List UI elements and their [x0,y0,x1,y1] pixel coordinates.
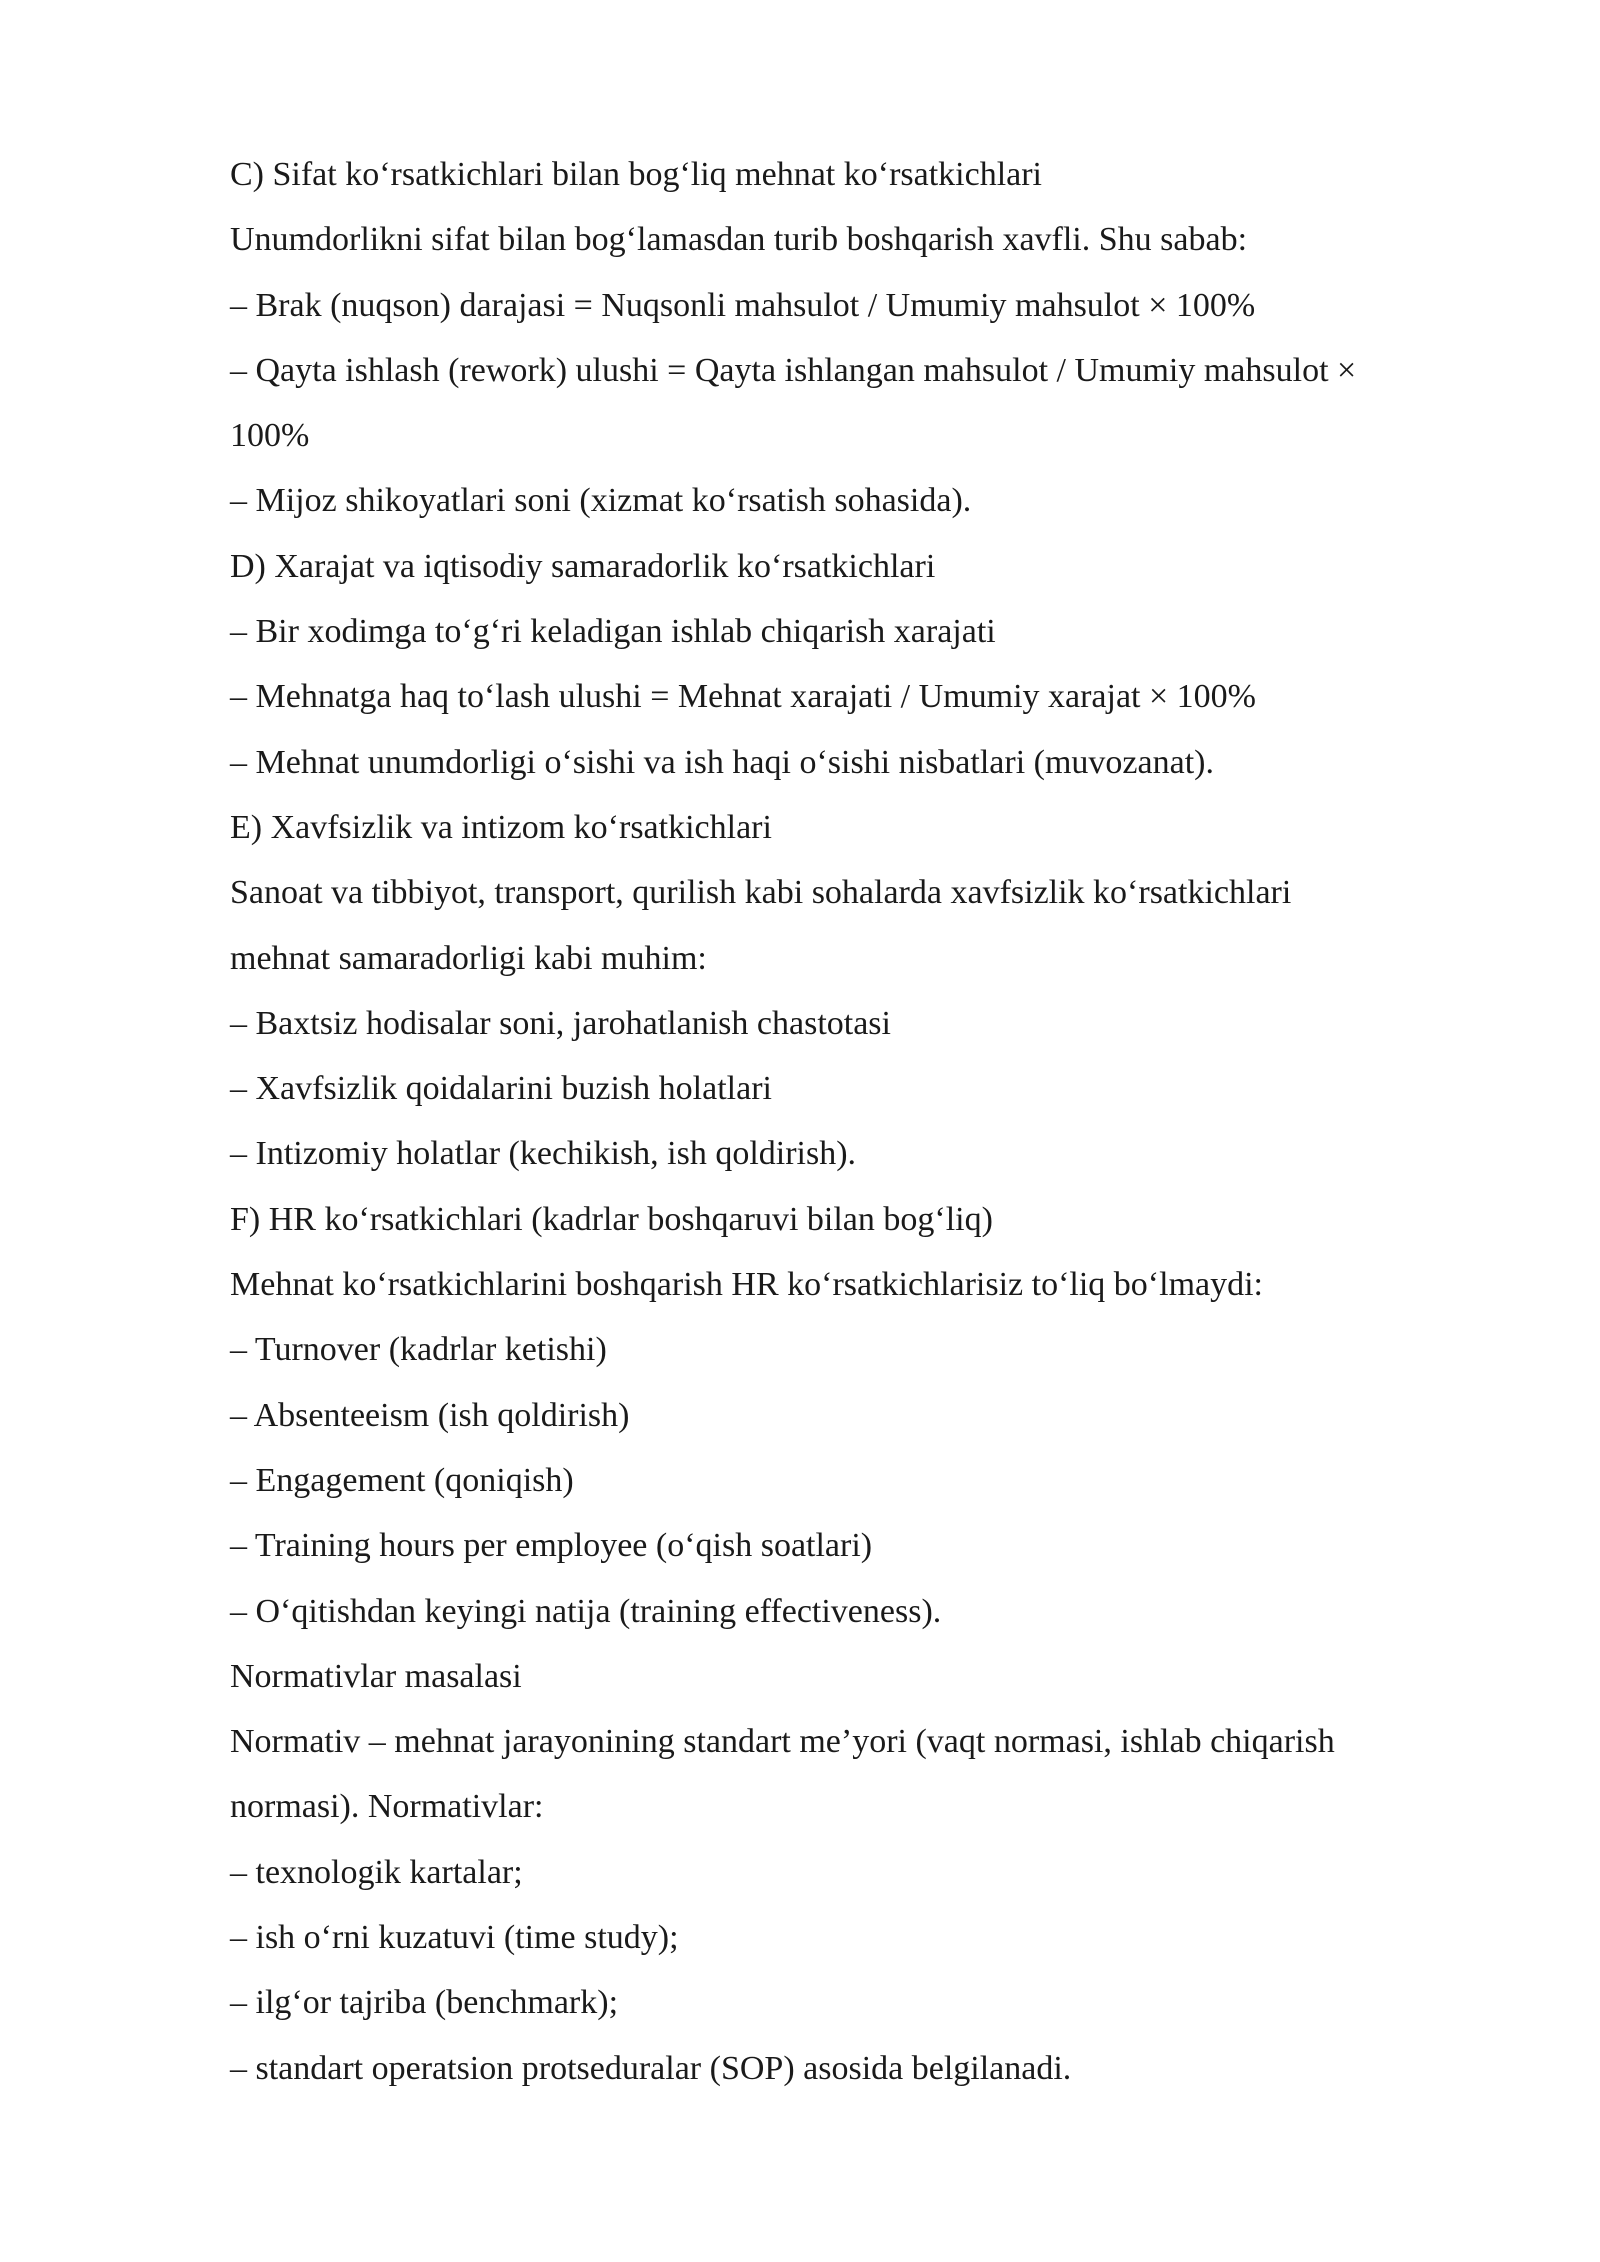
heading-normatives: Normativlar masalasi [230,1657,522,1695]
list-item: – Baxtsiz hodisalar soni, jarohatlanish chastotasi [230,1004,891,1042]
heading-safety-indicators: E) Xavfsizlik va intizom koʻrsatkichlari [230,808,772,846]
list-item: – standart operatsion protseduralar (SOP) asosida belgilanadi. [230,2049,1072,2087]
list-item: – Brak (nuqson) darajasi = Nuqsonli mahsulot / Umumiy mahsulot × 100% [230,286,1256,324]
list-item: – Mehnat unumdorligi oʻsishi va ish haqi oʻsishi nisbatlari (muvozanat). [230,743,1214,781]
paragraph-line: Mehnat koʻrsatkichlarini boshqarish HR koʻrsatkichlarisiz toʻliq boʻlmaydi: [230,1266,1263,1304]
list-item: – Bir xodimga toʻgʻri keladigan ishlab chiqarish xarajati [230,613,996,651]
paragraph-line: mehnat samaradorligi kabi muhim: [230,939,707,977]
paragraph-line: Sanoat va tibbiyot, transport, qurilish kabi sohalarda xavfsizlik koʻrsatkichlari [230,874,1292,912]
list-item-continuation: 100% [230,417,310,455]
list-item: – ilgʻor tajriba (benchmark); [230,1984,619,2022]
heading-cost-indicators: D) Xarajat va iqtisodiy samaradorlik koʻrsatkichlari [230,547,936,585]
list-item: – Turnover (kadrlar ketishi) [230,1331,607,1369]
heading-quality-indicators: C) Sifat koʻrsatkichlari bilan bogʻliq mehnat koʻrsatkichlari [230,156,1042,193]
list-item: – Engagement (qoniqish) [230,1461,574,1499]
heading-hr-indicators: F) HR koʻrsatkichlari (kadrlar boshqaruvi bilan bogʻliq) [230,1200,993,1238]
paragraph-line: Unumdorlikni sifat bilan bogʻlamasdan turib boshqarish xavfli. Shu sabab: [230,221,1248,259]
list-item: – Mehnatga haq toʻlash ulushi = Mehnat xarajati / Umumiy xarajat × 100% [230,678,1256,716]
paragraph-line: Normativ – mehnat jarayonining standart me’yori (vaqt normasi, ishlab chiqarish [230,1723,1335,1761]
list-item: – texnologik kartalar; [230,1853,523,1891]
list-item: – Qayta ishlash (rework) ulushi = Qayta ishlangan mahsulot / Umumiy mahsulot × [230,351,1357,389]
paragraph-line: normasi). Normativlar: [230,1788,544,1826]
list-item: – ish oʻrni kuzatuvi (time study); [230,1919,679,1957]
list-item: – Oʻqitishdan keyingi natija (training effectiveness). [230,1592,942,1630]
list-item: – Intizomiy holatlar (kechikish, ish qoldirish). [230,1135,857,1173]
list-item: – Training hours per employee (oʻqish soatlari) [230,1527,873,1565]
list-item: – Mijoz shikoyatlari soni (xizmat koʻrsatish sohasida). [230,482,972,520]
document-body [230,142,1530,2101]
list-item: – Xavfsizlik qoidalarini buzish holatlari [230,1070,772,1108]
list-item: – Absenteeism (ish qoldirish) [230,1396,630,1434]
